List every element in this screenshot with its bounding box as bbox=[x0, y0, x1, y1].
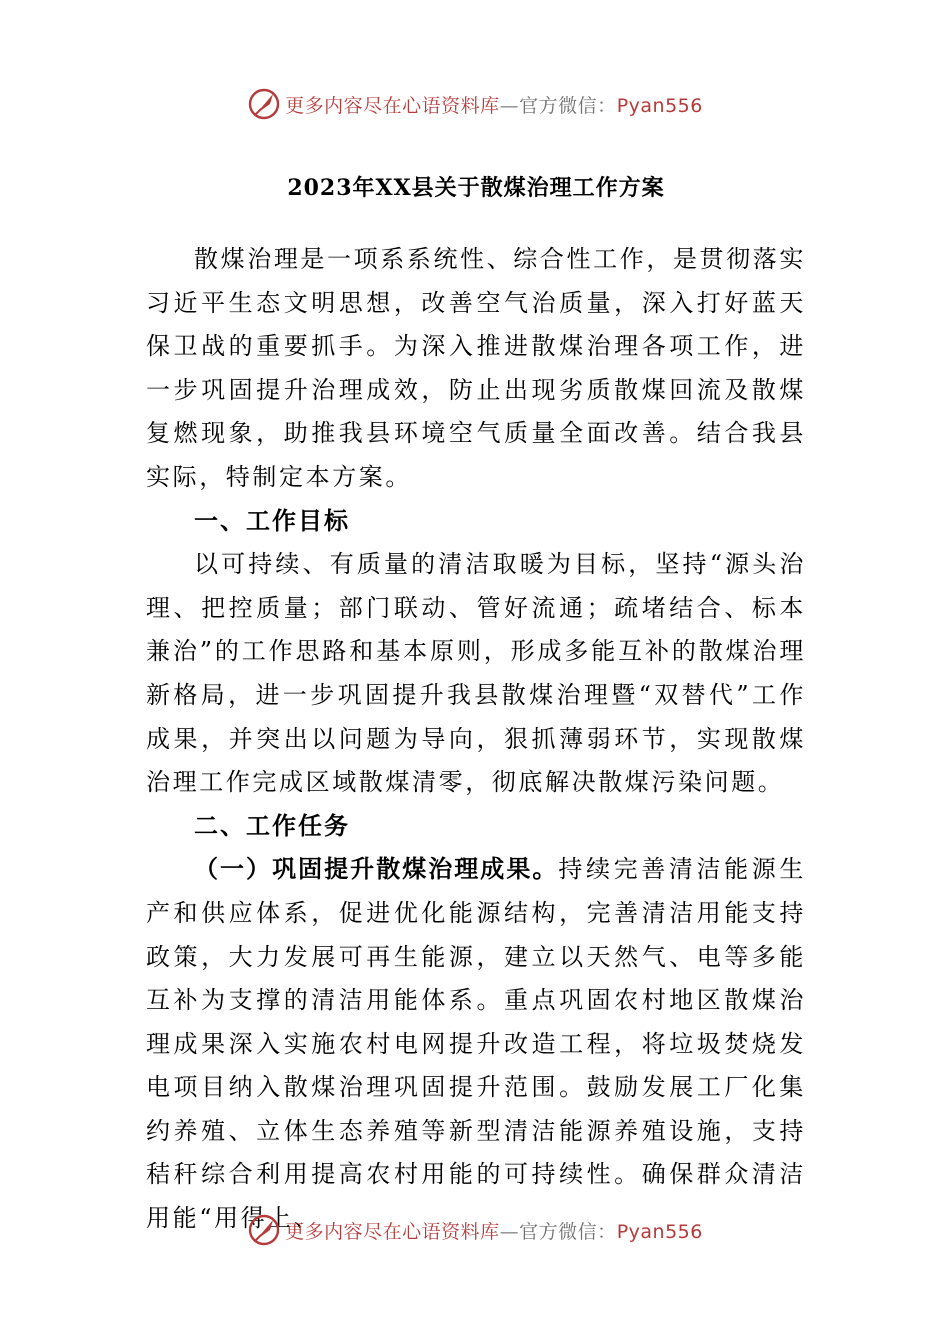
watermark-header bbox=[0, 84, 950, 124]
watermark-footer bbox=[0, 1210, 950, 1250]
section-heading-tasks: 二、工作任务 bbox=[194, 811, 350, 840]
quill-logo-icon bbox=[247, 1213, 281, 1247]
document-title: 2023年XX县关于散煤治理工作方案 bbox=[287, 175, 665, 201]
watermark-label: 官方微信： bbox=[519, 94, 617, 117]
task-one-body: 持续完善清洁能源生产和供应体系，促进优化能源结构，完善清洁用能支持政策，大力发展可再生能源，建立以天然气、电等多能互补为支撑的清洁用能体系。重点巩固农村地区散煤治理成果深入实施农村电网提升改造工程，将垃圾焚烧发电项目纳入散煤治理巩固提升范围。鼓励发展工厂化集约养殖、立体生态养殖等新型清洁能源养殖设施，支持秸秆综合利用提高农村用能的可持续性。确保群众清洁用能“用得上、 bbox=[146, 855, 807, 1233]
watermark-dash: — bbox=[499, 94, 520, 117]
watermark-dash: — bbox=[499, 1220, 520, 1243]
quill-logo-icon bbox=[247, 87, 281, 121]
task-one-paragraph bbox=[146, 848, 806, 1240]
watermark-text bbox=[285, 1217, 703, 1244]
watermark-account: Pyan556 bbox=[616, 94, 703, 117]
task-one-lead: （一）巩固提升散煤治理成果。 bbox=[194, 855, 559, 884]
goals-paragraph: 以可持续、有质量的清洁取暖为目标，坚持“源头治理、把控质量；部门联动、管好流通；疏堵结合、标本兼治”的工作思路和基本原则，形成多能互补的散煤治理新格局，进一步巩固提升我县散煤治理暨“双替代”工作成果，并突出以问题为导向，狠抓薄弱环节，实现散煤治理工作完成区域散煤清零，彻底解决散煤污染问题。 bbox=[146, 550, 806, 797]
watermark-label: 官方微信： bbox=[519, 1220, 617, 1243]
watermark-text bbox=[285, 91, 703, 118]
watermark-account: Pyan556 bbox=[616, 1220, 703, 1243]
watermark-brand: 更多内容尽在心语资料库 bbox=[285, 94, 500, 117]
intro-paragraph: 散煤治理是一项系系统性、综合性工作，是贯彻落实习近平生态文明思想，改善空气治质量，深入打好蓝天保卫战的重要抓手。为深入推进散煤治理各项工作，进一步巩固提升治理成效，防止出现劣质散煤回流及散煤复燃现象，助推我县环境空气质量全面改善。结合我县实际，特制定本方案。 bbox=[146, 245, 806, 491]
document-body bbox=[146, 164, 806, 1241]
section-heading-goals: 一、工作目标 bbox=[194, 506, 350, 535]
watermark-brand: 更多内容尽在心语资料库 bbox=[285, 1220, 500, 1243]
